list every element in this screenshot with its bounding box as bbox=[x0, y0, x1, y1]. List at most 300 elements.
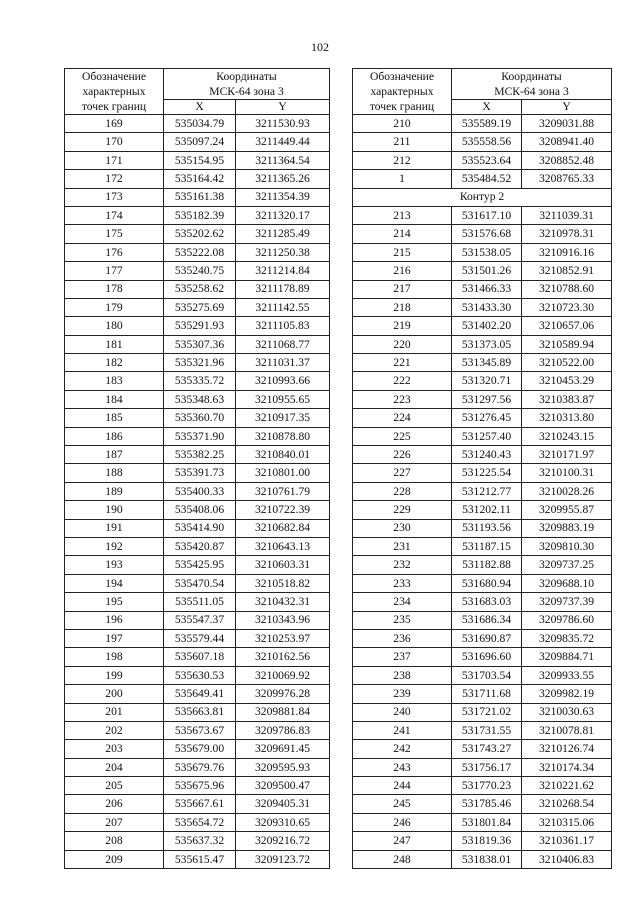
x-coordinate-cell: 531240.43 bbox=[452, 446, 522, 464]
x-coordinate-cell: 531770.23 bbox=[452, 777, 522, 795]
y-coordinate-cell: 3209405.31 bbox=[236, 795, 330, 813]
point-id-cell: 235 bbox=[353, 611, 452, 629]
x-coordinate-cell: 535240.75 bbox=[164, 262, 236, 280]
y-coordinate-cell: 3210518.82 bbox=[236, 574, 330, 592]
table-row bbox=[353, 335, 612, 353]
table-row bbox=[65, 464, 330, 482]
point-id-cell: 179 bbox=[65, 298, 164, 316]
y-coordinate-cell: 3211354.39 bbox=[236, 188, 330, 206]
x-coordinate-cell: 531696.60 bbox=[452, 648, 522, 666]
table-row bbox=[353, 464, 612, 482]
x-coordinate-cell: 535667.61 bbox=[164, 795, 236, 813]
table-row bbox=[65, 206, 330, 224]
x-coordinate-cell: 531297.56 bbox=[452, 390, 522, 408]
table-row bbox=[353, 593, 612, 611]
x-coordinate-cell: 535654.72 bbox=[164, 813, 236, 831]
y-coordinate-cell: 3209955.87 bbox=[522, 501, 612, 519]
point-id-cell: 218 bbox=[353, 298, 452, 316]
table-row bbox=[65, 629, 330, 647]
x-column-header: X bbox=[452, 100, 522, 115]
y-coordinate-cell: 3210432.31 bbox=[236, 593, 330, 611]
x-coordinate-cell: 535335.72 bbox=[164, 372, 236, 390]
table-row bbox=[353, 685, 612, 703]
point-id-cell: 182 bbox=[65, 354, 164, 372]
x-coordinate-cell: 531225.54 bbox=[452, 464, 522, 482]
point-id-cell: 180 bbox=[65, 317, 164, 335]
point-id-cell: 242 bbox=[353, 740, 452, 758]
x-coordinate-cell: 535371.90 bbox=[164, 427, 236, 445]
point-id-cell: 247 bbox=[353, 832, 452, 850]
x-coordinate-cell: 535408.06 bbox=[164, 501, 236, 519]
y-coordinate-cell: 3209737.39 bbox=[522, 593, 612, 611]
x-coordinate-cell: 535420.87 bbox=[164, 537, 236, 555]
point-id-cell: 217 bbox=[353, 280, 452, 298]
table-row bbox=[353, 170, 612, 188]
table-row bbox=[353, 629, 612, 647]
table-row bbox=[353, 795, 612, 813]
point-id-cell: 229 bbox=[353, 501, 452, 519]
y-coordinate-cell: 3210978.31 bbox=[522, 225, 612, 243]
point-id-cell: 185 bbox=[65, 409, 164, 427]
point-id-cell: 169 bbox=[65, 115, 164, 133]
table-row bbox=[65, 354, 330, 372]
table-row bbox=[65, 611, 330, 629]
table-row bbox=[65, 317, 330, 335]
point-id-cell: 230 bbox=[353, 519, 452, 537]
table-row bbox=[65, 593, 330, 611]
x-coordinate-cell: 531257.40 bbox=[452, 427, 522, 445]
point-header-line: характерных bbox=[82, 85, 146, 98]
point-id-cell: 243 bbox=[353, 758, 452, 776]
table-row bbox=[65, 777, 330, 795]
point-id-cell: 233 bbox=[353, 574, 452, 592]
y-coordinate-cell: 3210162.56 bbox=[236, 648, 330, 666]
x-coordinate-cell: 531373.05 bbox=[452, 335, 522, 353]
coords-column-header bbox=[452, 69, 612, 100]
y-coordinate-cell: 3211105.83 bbox=[236, 317, 330, 335]
point-id-cell: 234 bbox=[353, 593, 452, 611]
point-id-cell: 197 bbox=[65, 629, 164, 647]
x-coordinate-cell: 531703.54 bbox=[452, 666, 522, 684]
point-id-cell: 188 bbox=[65, 464, 164, 482]
y-coordinate-cell: 3210955.65 bbox=[236, 390, 330, 408]
y-coordinate-cell: 3210313.80 bbox=[522, 409, 612, 427]
x-coordinate-cell: 535097.24 bbox=[164, 133, 236, 151]
point-id-cell: 232 bbox=[353, 556, 452, 574]
table-row bbox=[353, 666, 612, 684]
y-coordinate-cell: 3209884.71 bbox=[522, 648, 612, 666]
x-coordinate-cell: 535222.08 bbox=[164, 243, 236, 261]
table-row bbox=[353, 446, 612, 464]
table-row bbox=[353, 574, 612, 592]
point-id-cell: 173 bbox=[65, 188, 164, 206]
x-coordinate-cell: 531402.20 bbox=[452, 317, 522, 335]
y-coordinate-cell: 3210315.06 bbox=[522, 813, 612, 831]
y-coordinate-cell: 3210174.34 bbox=[522, 758, 612, 776]
point-id-cell: 189 bbox=[65, 482, 164, 500]
table-row bbox=[353, 133, 612, 151]
x-coordinate-cell: 535615.47 bbox=[164, 850, 236, 868]
point-id-cell: 223 bbox=[353, 390, 452, 408]
y-coordinate-cell: 3210453.29 bbox=[522, 372, 612, 390]
y-coordinate-cell: 3209933.55 bbox=[522, 666, 612, 684]
point-id-cell: 181 bbox=[65, 335, 164, 353]
x-coordinate-cell: 535382.25 bbox=[164, 446, 236, 464]
y-coordinate-cell: 3209976.28 bbox=[236, 685, 330, 703]
x-coordinate-cell: 531576.68 bbox=[452, 225, 522, 243]
point-id-cell: 176 bbox=[65, 243, 164, 261]
table-row bbox=[65, 372, 330, 390]
x-coordinate-cell: 535679.76 bbox=[164, 758, 236, 776]
point-id-cell: 175 bbox=[65, 225, 164, 243]
point-id-cell: 226 bbox=[353, 446, 452, 464]
y-coordinate-cell: 3210589.94 bbox=[522, 335, 612, 353]
table-row bbox=[353, 556, 612, 574]
y-coordinate-cell: 3209691.45 bbox=[236, 740, 330, 758]
x-coordinate-cell: 531721.02 bbox=[452, 703, 522, 721]
table-row bbox=[65, 262, 330, 280]
table-row bbox=[353, 317, 612, 335]
x-coordinate-cell: 531538.05 bbox=[452, 243, 522, 261]
table-body bbox=[65, 115, 330, 869]
table-row bbox=[65, 115, 330, 133]
x-coordinate-cell: 535649.41 bbox=[164, 685, 236, 703]
x-coordinate-cell: 531731.55 bbox=[452, 721, 522, 739]
point-id-cell: 194 bbox=[65, 574, 164, 592]
x-coordinate-cell: 531187.15 bbox=[452, 537, 522, 555]
table-row bbox=[65, 850, 330, 868]
y-coordinate-cell: 3211250.38 bbox=[236, 243, 330, 261]
y-coordinate-cell: 3211449.44 bbox=[236, 133, 330, 151]
point-id-cell: 221 bbox=[353, 354, 452, 372]
y-coordinate-cell: 3210916.16 bbox=[522, 243, 612, 261]
point-id-cell: 206 bbox=[65, 795, 164, 813]
point-id-cell: 207 bbox=[65, 813, 164, 831]
x-coordinate-cell: 535607.18 bbox=[164, 648, 236, 666]
table-row bbox=[353, 262, 612, 280]
table-row bbox=[65, 482, 330, 500]
x-coordinate-cell: 531276.45 bbox=[452, 409, 522, 427]
point-id-cell: 240 bbox=[353, 703, 452, 721]
y-coordinate-cell: 3209595.93 bbox=[236, 758, 330, 776]
point-id-cell: 195 bbox=[65, 593, 164, 611]
x-coordinate-cell: 531617.10 bbox=[452, 206, 522, 224]
point-id-cell: 222 bbox=[353, 372, 452, 390]
table-row bbox=[65, 666, 330, 684]
coords-header-line: МСК-64 зона 3 bbox=[494, 85, 569, 98]
x-coordinate-cell: 535679.00 bbox=[164, 740, 236, 758]
x-coordinate-cell: 535470.54 bbox=[164, 574, 236, 592]
point-header-line: точек границ bbox=[81, 100, 147, 113]
table-row bbox=[353, 372, 612, 390]
x-coordinate-cell: 535275.69 bbox=[164, 298, 236, 316]
x-coordinate-cell: 535258.62 bbox=[164, 280, 236, 298]
point-id-cell: 203 bbox=[65, 740, 164, 758]
y-coordinate-cell: 3209031.88 bbox=[522, 115, 612, 133]
y-coordinate-cell: 3211178.89 bbox=[236, 280, 330, 298]
point-id-cell: 228 bbox=[353, 482, 452, 500]
x-coordinate-cell: 535202.62 bbox=[164, 225, 236, 243]
x-coordinate-cell: 535523.64 bbox=[452, 151, 522, 169]
y-coordinate-cell: 3210722.39 bbox=[236, 501, 330, 519]
y-coordinate-cell: 3210801.00 bbox=[236, 464, 330, 482]
y-coordinate-cell: 3208765.33 bbox=[522, 170, 612, 188]
coordinates-table-right bbox=[352, 68, 612, 869]
point-id-cell: 237 bbox=[353, 648, 452, 666]
x-coordinate-cell: 535360.70 bbox=[164, 409, 236, 427]
point-column-header bbox=[65, 69, 164, 115]
x-coordinate-cell: 535182.39 bbox=[164, 206, 236, 224]
table-row bbox=[353, 758, 612, 776]
y-coordinate-cell: 3210406.83 bbox=[522, 850, 612, 868]
point-id-cell: 205 bbox=[65, 777, 164, 795]
y-coordinate-cell: 3210028.26 bbox=[522, 482, 612, 500]
x-coordinate-cell: 535348.63 bbox=[164, 390, 236, 408]
table-row bbox=[65, 648, 330, 666]
table-row bbox=[353, 115, 612, 133]
point-id-cell: 172 bbox=[65, 170, 164, 188]
table-row bbox=[353, 243, 612, 261]
table-row bbox=[65, 740, 330, 758]
x-coordinate-cell: 531838.01 bbox=[452, 850, 522, 868]
table-row bbox=[65, 721, 330, 739]
y-coordinate-cell: 3209123.72 bbox=[236, 850, 330, 868]
point-id-cell: 244 bbox=[353, 777, 452, 795]
point-id-cell: 215 bbox=[353, 243, 452, 261]
contour-row bbox=[353, 188, 612, 206]
point-id-cell: 216 bbox=[353, 262, 452, 280]
y-coordinate-cell: 3210100.31 bbox=[522, 464, 612, 482]
table-row bbox=[65, 243, 330, 261]
table-row bbox=[353, 298, 612, 316]
point-id-cell: 202 bbox=[65, 721, 164, 739]
table-row bbox=[65, 832, 330, 850]
table-row bbox=[353, 482, 612, 500]
table-row bbox=[65, 133, 330, 151]
x-coordinate-cell: 531690.87 bbox=[452, 629, 522, 647]
y-coordinate-cell: 3210078.81 bbox=[522, 721, 612, 739]
point-id-cell: 178 bbox=[65, 280, 164, 298]
table-row bbox=[353, 648, 612, 666]
point-id-cell: 212 bbox=[353, 151, 452, 169]
y-coordinate-cell: 3210682.84 bbox=[236, 519, 330, 537]
point-id-cell: 187 bbox=[65, 446, 164, 464]
table-row bbox=[353, 703, 612, 721]
y-coordinate-cell: 3210253.97 bbox=[236, 629, 330, 647]
table-row bbox=[353, 280, 612, 298]
y-coordinate-cell: 3209810.30 bbox=[522, 537, 612, 555]
table-row bbox=[65, 685, 330, 703]
x-coordinate-cell: 535673.67 bbox=[164, 721, 236, 739]
x-coordinate-cell: 531743.27 bbox=[452, 740, 522, 758]
coords-header-line: Координаты bbox=[216, 70, 277, 83]
table-row bbox=[353, 519, 612, 537]
y-coordinate-cell: 3210788.60 bbox=[522, 280, 612, 298]
point-header-line: характерных bbox=[370, 85, 434, 98]
point-id-cell: 239 bbox=[353, 685, 452, 703]
y-coordinate-cell: 3210878.80 bbox=[236, 427, 330, 445]
y-coordinate-cell: 3210383.87 bbox=[522, 390, 612, 408]
table-row bbox=[65, 409, 330, 427]
y-coordinate-cell: 3209786.60 bbox=[522, 611, 612, 629]
table-row bbox=[65, 519, 330, 537]
y-coordinate-cell: 3211530.93 bbox=[236, 115, 330, 133]
x-coordinate-cell: 531433.30 bbox=[452, 298, 522, 316]
x-coordinate-cell: 531202.11 bbox=[452, 501, 522, 519]
point-id-cell: 214 bbox=[353, 225, 452, 243]
page-number: 102 bbox=[311, 40, 329, 54]
coords-header-line: Координаты bbox=[501, 70, 562, 83]
x-coordinate-cell: 535675.96 bbox=[164, 777, 236, 795]
point-id-cell: 201 bbox=[65, 703, 164, 721]
x-coordinate-cell: 531683.03 bbox=[452, 593, 522, 611]
point-id-cell: 177 bbox=[65, 262, 164, 280]
point-id-cell: 213 bbox=[353, 206, 452, 224]
x-coordinate-cell: 535164.42 bbox=[164, 170, 236, 188]
x-coordinate-cell: 531212.77 bbox=[452, 482, 522, 500]
point-id-cell: 171 bbox=[65, 151, 164, 169]
point-id-cell: 224 bbox=[353, 409, 452, 427]
y-coordinate-cell: 3208852.48 bbox=[522, 151, 612, 169]
point-id-cell: 245 bbox=[353, 795, 452, 813]
y-coordinate-cell: 3210657.06 bbox=[522, 317, 612, 335]
point-id-cell: 208 bbox=[65, 832, 164, 850]
coords-column-header bbox=[164, 69, 330, 100]
x-coordinate-cell: 531501.26 bbox=[452, 262, 522, 280]
y-coordinate-cell: 3210171.97 bbox=[522, 446, 612, 464]
x-coordinate-cell: 535589.19 bbox=[452, 115, 522, 133]
point-id-cell: 248 bbox=[353, 850, 452, 868]
y-coordinate-cell: 3210522.00 bbox=[522, 354, 612, 372]
point-id-cell: 196 bbox=[65, 611, 164, 629]
table-row bbox=[353, 206, 612, 224]
table-row bbox=[353, 832, 612, 850]
table-row bbox=[65, 758, 330, 776]
x-coordinate-cell: 531819.36 bbox=[452, 832, 522, 850]
point-id-cell: 227 bbox=[353, 464, 452, 482]
table-row bbox=[353, 611, 612, 629]
table-row bbox=[353, 850, 612, 868]
x-coordinate-cell: 535034.79 bbox=[164, 115, 236, 133]
x-coordinate-cell: 535307.36 bbox=[164, 335, 236, 353]
coordinates-table-left bbox=[64, 68, 330, 869]
x-coordinate-cell: 535484.52 bbox=[452, 170, 522, 188]
point-id-cell: 231 bbox=[353, 537, 452, 555]
x-coordinate-cell: 531686.34 bbox=[452, 611, 522, 629]
x-coordinate-cell: 535154.95 bbox=[164, 151, 236, 169]
x-coordinate-cell: 531345.89 bbox=[452, 354, 522, 372]
y-coordinate-cell: 3210852.91 bbox=[522, 262, 612, 280]
point-id-cell: 192 bbox=[65, 537, 164, 555]
point-column-header bbox=[353, 69, 452, 115]
x-coordinate-cell: 535400.33 bbox=[164, 482, 236, 500]
y-coordinate-cell: 3210069.92 bbox=[236, 666, 330, 684]
point-id-cell: 241 bbox=[353, 721, 452, 739]
x-coordinate-cell: 531785.46 bbox=[452, 795, 522, 813]
y-coordinate-cell: 3210030.63 bbox=[522, 703, 612, 721]
table-header-row bbox=[65, 69, 330, 100]
coords-header-line: МСК-64 зона 3 bbox=[209, 85, 284, 98]
table-header-row bbox=[353, 69, 612, 100]
table-row bbox=[353, 740, 612, 758]
x-coordinate-cell: 535579.44 bbox=[164, 629, 236, 647]
point-id-cell: 184 bbox=[65, 390, 164, 408]
point-id-cell: 199 bbox=[65, 666, 164, 684]
point-id-cell: 193 bbox=[65, 556, 164, 574]
table-row bbox=[65, 151, 330, 169]
point-header-line: Обозначение bbox=[369, 70, 435, 83]
table-row bbox=[65, 170, 330, 188]
y-coordinate-cell: 3210343.96 bbox=[236, 611, 330, 629]
table-row bbox=[353, 813, 612, 831]
y-column-header: Y bbox=[236, 100, 330, 115]
point-id-cell: 220 bbox=[353, 335, 452, 353]
y-coordinate-cell: 3209881.84 bbox=[236, 703, 330, 721]
y-column-header: Y bbox=[522, 100, 612, 115]
y-coordinate-cell: 3210126.74 bbox=[522, 740, 612, 758]
x-coordinate-cell: 535637.32 bbox=[164, 832, 236, 850]
table-row bbox=[65, 225, 330, 243]
x-coordinate-cell: 535663.81 bbox=[164, 703, 236, 721]
table-row bbox=[353, 777, 612, 795]
y-coordinate-cell: 3209216.72 bbox=[236, 832, 330, 850]
table-row bbox=[353, 721, 612, 739]
table-row bbox=[65, 795, 330, 813]
table-row bbox=[65, 446, 330, 464]
table-row bbox=[65, 188, 330, 206]
y-coordinate-cell: 3211142.55 bbox=[236, 298, 330, 316]
x-coordinate-cell: 535291.93 bbox=[164, 317, 236, 335]
x-coordinate-cell: 535414.90 bbox=[164, 519, 236, 537]
point-id-cell: 211 bbox=[353, 133, 452, 151]
x-coordinate-cell: 531193.56 bbox=[452, 519, 522, 537]
x-coordinate-cell: 535425.95 bbox=[164, 556, 236, 574]
point-id-cell: 225 bbox=[353, 427, 452, 445]
x-coordinate-cell: 531466.33 bbox=[452, 280, 522, 298]
point-header-line: точек границ bbox=[369, 100, 435, 113]
y-coordinate-cell: 3209310.65 bbox=[236, 813, 330, 831]
y-coordinate-cell: 3208941.40 bbox=[522, 133, 612, 151]
y-coordinate-cell: 3209982.19 bbox=[522, 685, 612, 703]
x-coordinate-cell: 535511.05 bbox=[164, 593, 236, 611]
point-id-cell: 246 bbox=[353, 813, 452, 831]
x-coordinate-cell: 535161.38 bbox=[164, 188, 236, 206]
y-coordinate-cell: 3209786.83 bbox=[236, 721, 330, 739]
point-id-cell: 183 bbox=[65, 372, 164, 390]
y-coordinate-cell: 3210723.30 bbox=[522, 298, 612, 316]
point-id-cell: 209 bbox=[65, 850, 164, 868]
y-coordinate-cell: 3210993.66 bbox=[236, 372, 330, 390]
point-id-cell: 174 bbox=[65, 206, 164, 224]
y-coordinate-cell: 3209500.47 bbox=[236, 777, 330, 795]
x-coordinate-cell: 531756.17 bbox=[452, 758, 522, 776]
y-coordinate-cell: 3210603.31 bbox=[236, 556, 330, 574]
point-id-cell: 186 bbox=[65, 427, 164, 445]
point-id-cell: 219 bbox=[353, 317, 452, 335]
y-coordinate-cell: 3209737.25 bbox=[522, 556, 612, 574]
x-column-header: X bbox=[164, 100, 236, 115]
table-row bbox=[65, 390, 330, 408]
y-coordinate-cell: 3211214.84 bbox=[236, 262, 330, 280]
x-coordinate-cell: 535630.53 bbox=[164, 666, 236, 684]
table-row bbox=[353, 537, 612, 555]
x-coordinate-cell: 531182.88 bbox=[452, 556, 522, 574]
y-coordinate-cell: 3211364.54 bbox=[236, 151, 330, 169]
table-row bbox=[353, 427, 612, 445]
point-id-cell: 198 bbox=[65, 648, 164, 666]
table-row bbox=[65, 813, 330, 831]
y-coordinate-cell: 3211068.77 bbox=[236, 335, 330, 353]
